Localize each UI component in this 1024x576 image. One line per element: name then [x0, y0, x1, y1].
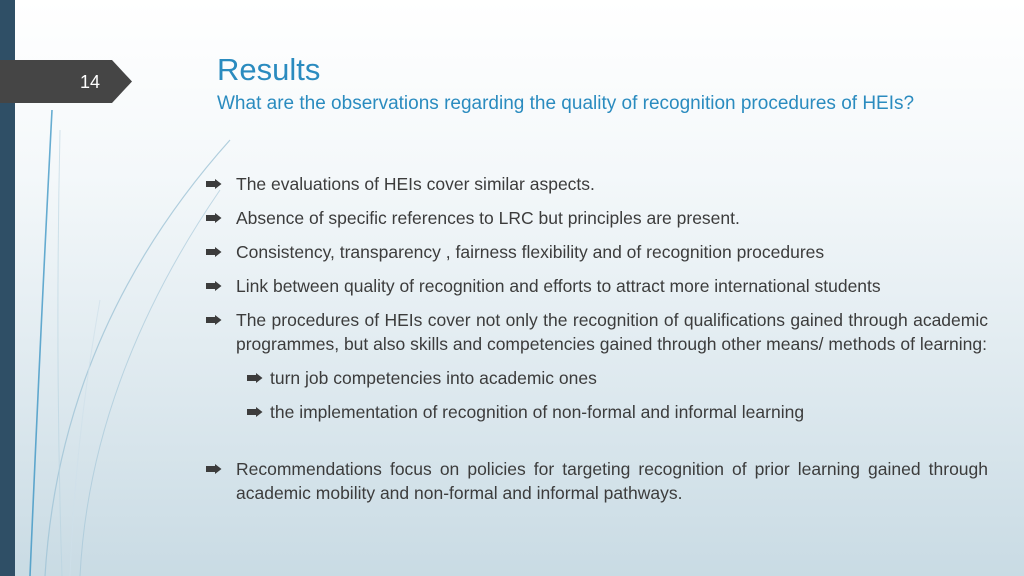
sub-bullet-item — [239, 400, 988, 424]
arrow-right-icon — [205, 213, 222, 223]
slide-number: 14 — [80, 72, 101, 92]
slide-title: Results — [217, 52, 321, 87]
bullet-item — [205, 457, 988, 505]
slide-subtitle: What are the observations regarding the quality of recognition procedures of HEIs? — [217, 93, 915, 114]
slide-number-tab — [0, 60, 132, 103]
arrow-right-icon — [246, 407, 263, 417]
arrow-right-icon — [205, 247, 222, 257]
bullet-item — [205, 274, 988, 298]
bullet-text: Recommendations focus on policies for targeting recognition of prior learning gained through academic mobility and non-formal and informal pathways. — [236, 459, 988, 503]
bullet-text: The evaluations of HEIs cover similar aspects. — [236, 174, 595, 194]
arrow-right-icon — [205, 179, 222, 189]
arrow-right-icon — [205, 281, 222, 291]
bullet-text: turn job competencies into academic ones — [270, 368, 597, 388]
bullet-text: Absence of specific references to LRC but principles are present. — [236, 208, 740, 228]
sub-bullet-item — [239, 366, 988, 390]
arrow-right-icon — [205, 464, 222, 474]
bullet-item — [205, 172, 988, 196]
arrow-right-icon — [246, 373, 263, 383]
bullet-item — [205, 206, 988, 230]
bullet-text: Link between quality of recognition and efforts to attract more international students — [236, 276, 881, 296]
bullet-item — [205, 240, 988, 264]
bullet-text: The procedures of HEIs cover not only the recognition of qualifications gained through academic programmes, but also skills and competencies gained through other means/ methods of learning: — [236, 310, 988, 354]
arrow-right-icon — [205, 315, 222, 325]
bullet-item — [205, 308, 988, 356]
bullet-list — [205, 172, 988, 515]
bullet-text: the implementation of recognition of non-formal and informal learning — [270, 402, 805, 422]
bullet-text: Consistency, transparency , fairness flexibility and of recognition procedures — [236, 242, 825, 262]
